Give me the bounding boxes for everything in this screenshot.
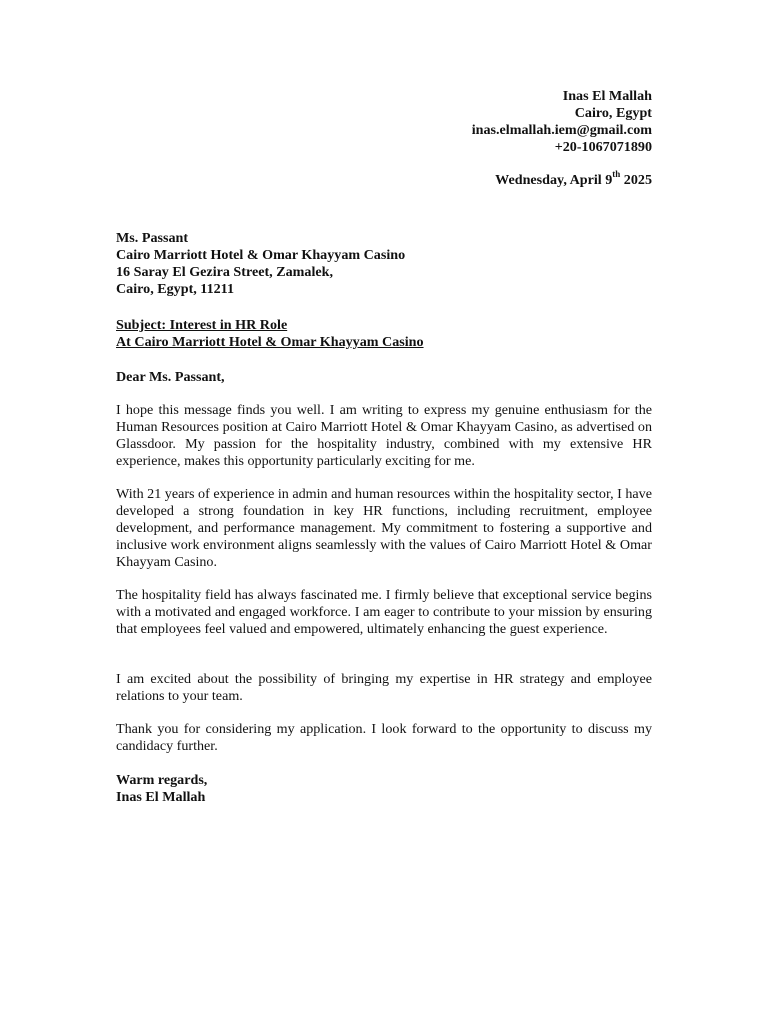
sender-phone: +20-1067071890 (554, 139, 652, 155)
body-paragraph-4: I am excited about the possibility of bringing my expertise in HR strategy and employee relations to your team. (116, 671, 652, 704)
closing-regards: Warm regards, (116, 772, 208, 788)
sender-name: Inas El Mallah (562, 88, 652, 104)
date-year: 2025 (620, 172, 652, 188)
recipient-block (116, 230, 652, 298)
recipient-company: Cairo Marriott Hotel & Omar Khayyam Casino (116, 247, 406, 263)
subject-line-2: At Cairo Marriott Hotel & Omar Khayyam Casino (116, 334, 424, 350)
date-prefix: Wednesday, April 9 (495, 172, 613, 188)
sender-block (116, 88, 652, 156)
body-paragraph-3: The hospitality field has always fascinated me. I firmly believe that exceptional service begins with a motivated and engaged workforce. I am eager to contribute to your mission by ensuring that employees feel valued and empowered, ultimately enhancing the guest experience. (116, 587, 652, 637)
body-paragraph-5: Thank you for considering my application. I look forward to the opportunity to discuss my candidacy further. (116, 721, 652, 754)
recipient-city: Cairo, Egypt, 11211 (116, 281, 234, 297)
closing-signature: Inas El Mallah (116, 789, 206, 805)
salutation-text: Dear Ms. Passant, (116, 369, 225, 385)
subject-block (116, 317, 652, 351)
date-line (116, 169, 652, 189)
subject-line-1: Subject: Interest in HR Role (116, 317, 288, 333)
date-ordinal: th (612, 169, 621, 180)
sender-city: Cairo, Egypt (574, 105, 652, 121)
body-paragraph-2: With 21 years of experience in admin and human resources within the hospitality sector, I have developed a strong foundation in key HR functions, including recruitment, employee development, and performance management. My commitment to fostering a supportive and inclusive work environment aligns seamlessly with the values of Cairo Marriott Hotel & Omar Khayyam Casino. (116, 486, 652, 570)
sender-email: inas.elmallah.iem@gmail.com (471, 122, 652, 138)
body-paragraph-1: I hope this message finds you well. I am writing to express my genuine enthusiasm for the Human Resources position at Cairo Marriott Hotel & Omar Khayyam Casino, as advertised on Glassdoor. My passion for the hospitality industry, combined with my extensive HR experience, makes this opportunity particularly exciting for me. (116, 402, 652, 469)
recipient-name: Ms. Passant (116, 230, 189, 246)
recipient-street: 16 Saray El Gezira Street, Zamalek, (116, 264, 333, 280)
salutation (116, 369, 652, 386)
closing-block (116, 772, 652, 806)
letter-page (116, 0, 652, 1024)
letter-date (116, 169, 652, 189)
